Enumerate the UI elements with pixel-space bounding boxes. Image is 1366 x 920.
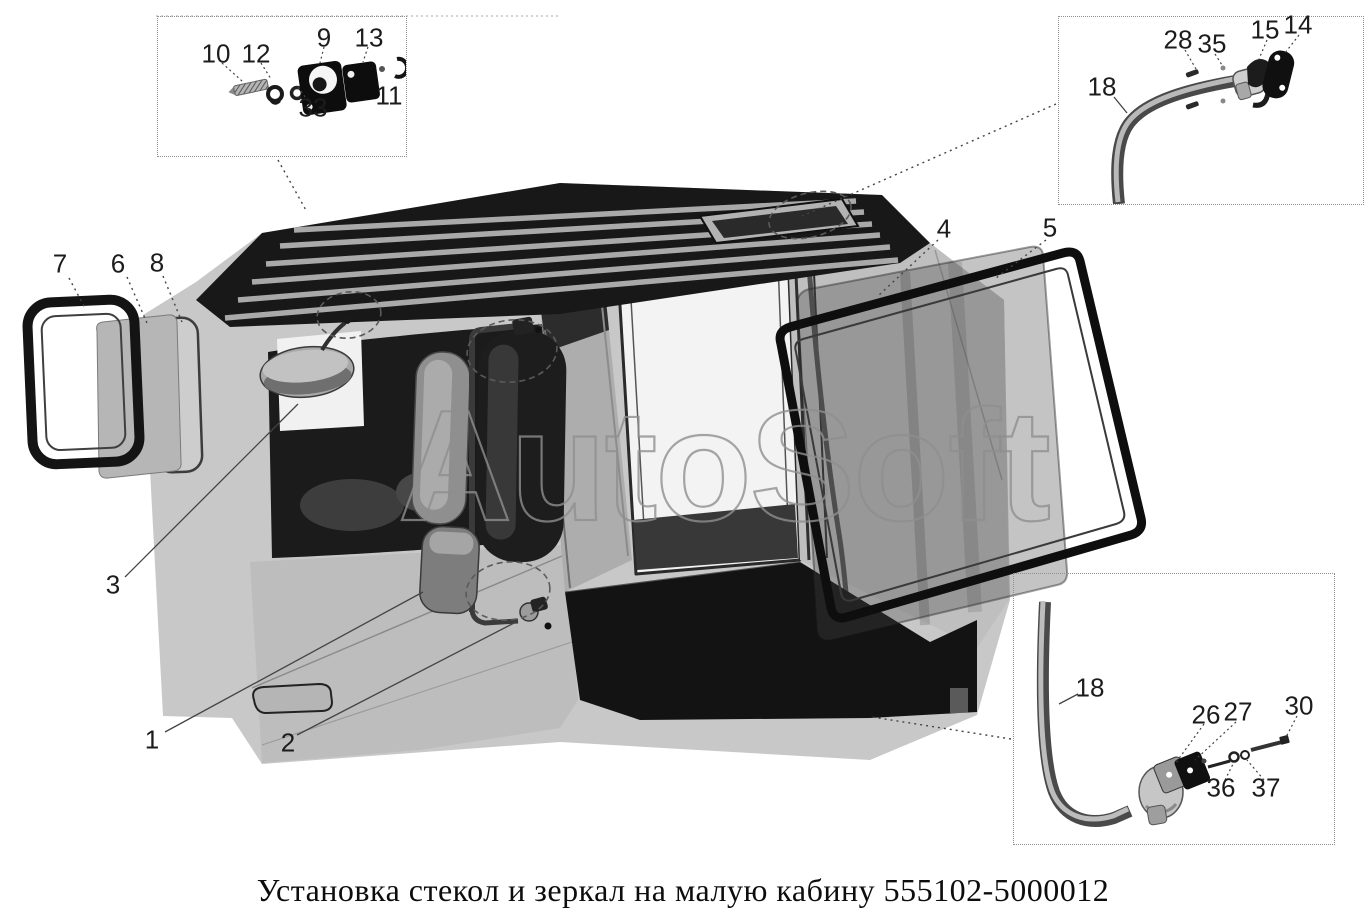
callout-35: 35: [1197, 28, 1227, 59]
small-stud: [379, 66, 385, 72]
callout-2: 2: [280, 727, 296, 758]
callout-30: 30: [1284, 690, 1314, 721]
small-stud: [1202, 759, 1207, 764]
door-handle-recess: [253, 684, 332, 713]
callout-1: 1: [144, 724, 160, 755]
callout-12: 12: [241, 38, 271, 69]
callout-8: 8: [149, 247, 165, 278]
clamp-rod: [1208, 761, 1230, 767]
retainer-hook: [395, 59, 406, 77]
inset-mirror-arm-upper: [1058, 9, 1364, 205]
callout-7: 7: [52, 248, 68, 279]
callout-10: 10: [201, 38, 231, 69]
callout-9: 9: [316, 22, 332, 53]
watermark-text: AutoSoft: [398, 378, 1049, 554]
mirror-arm-tube: [1041, 601, 1130, 821]
callout-15: 15: [1250, 14, 1280, 45]
clamp-bolt: [1251, 735, 1290, 750]
washer: [1230, 753, 1239, 762]
mounting-plate: [1260, 48, 1297, 101]
callout-37: 37: [1251, 772, 1281, 803]
inset-interior-mirror-hardware: [157, 16, 407, 157]
callout-36: 36: [1206, 772, 1236, 803]
callout-11: 11: [375, 80, 403, 111]
callout-18-upper: 18: [1087, 71, 1117, 102]
callout-13: 13: [354, 22, 384, 53]
inset-mirror-arm-lower: [1013, 573, 1335, 845]
callout-18-lower: 18: [1075, 672, 1105, 703]
callout-14: 14: [1283, 9, 1313, 40]
callout-3: 3: [105, 569, 121, 600]
spring-washer: [268, 87, 282, 104]
callout-33: 33: [298, 92, 328, 123]
mirror-arm-tube: [1116, 77, 1246, 204]
callout-27: 27: [1223, 696, 1253, 727]
callout-26: 26: [1191, 699, 1221, 730]
mount-screw: [228, 79, 269, 97]
figure-caption: Установка стекол и зеркал на малую кабину 555102-5000012: [256, 872, 1110, 908]
washer: [1241, 751, 1249, 759]
callout-28: 28: [1163, 24, 1193, 55]
callout-6: 6: [110, 248, 126, 279]
callout-4: 4: [936, 213, 952, 244]
callout-5: 5: [1042, 212, 1058, 243]
